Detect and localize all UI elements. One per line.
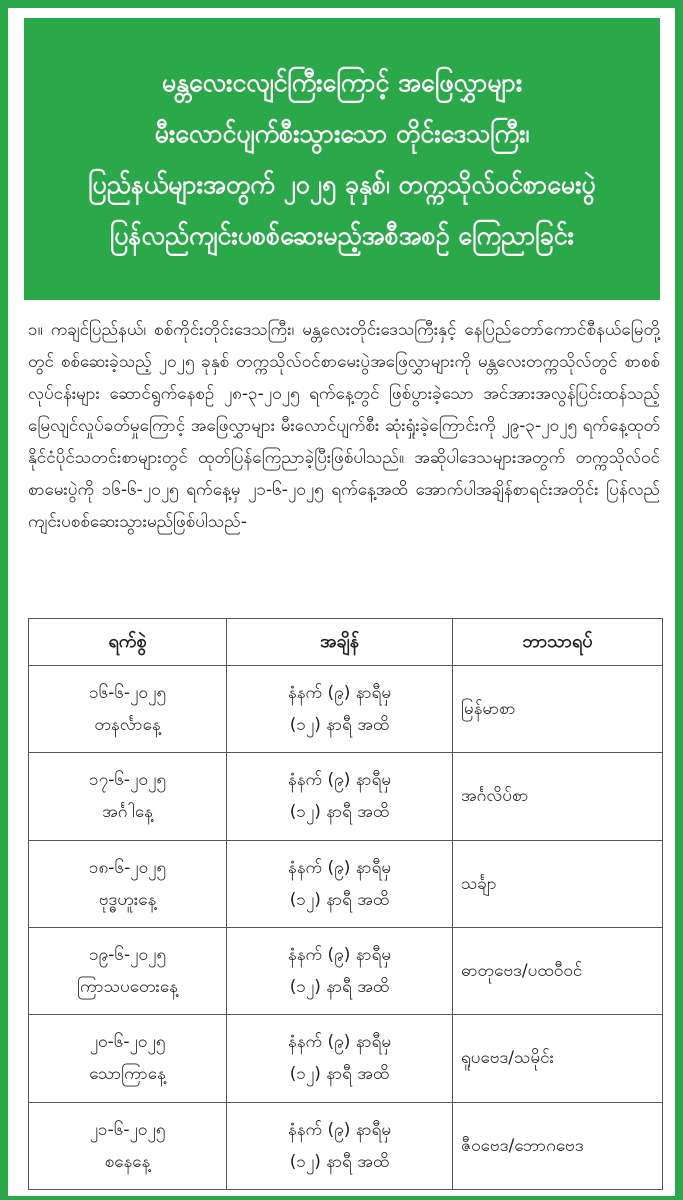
subject-cell: သင်္ချာ [453, 840, 663, 927]
header-line-2: မီးလောင်ပျက်စီးသွားသော တိုင်းဒေသကြီး၊ [154, 119, 530, 148]
time-cell [227, 666, 453, 753]
date-value: ၁၈-၆-၂၀၂၅ [89, 857, 166, 878]
subject-cell: မြန်မာစာ [453, 666, 663, 753]
time-cell [227, 927, 453, 1014]
date-cell [29, 1102, 227, 1189]
subject-cell: ဇီဝဗေဒ/ဘောဂဗေဒ [453, 1102, 663, 1189]
subject-cell: ဓာတုဗေဒ/ပထဝီဝင် [453, 927, 663, 1014]
table-row [29, 753, 663, 840]
table-row [29, 840, 663, 927]
time-start: နံနက် (၉) နာရီမှ [287, 945, 392, 966]
date-cell [29, 1015, 227, 1102]
day-value: စနေနေ့ [104, 1151, 151, 1172]
table-row [29, 1015, 663, 1102]
exam-schedule-table [28, 618, 663, 1190]
time-start: နံနက် (၉) နာရီမှ [287, 1119, 392, 1140]
date-value: ၂၁-၆-၂၀၂၅ [89, 1119, 166, 1140]
date-cell [29, 753, 227, 840]
day-value: အင်္ဂါနေ့ [102, 802, 153, 823]
subject-cell: အင်္ဂလိပ်စာ [453, 753, 663, 840]
table-row [29, 927, 663, 1014]
time-end: (၁၂) နာရီ အထိ [289, 715, 390, 736]
day-value: ဗုဒ္ဓဟူးနေ့ [98, 889, 157, 910]
time-cell [227, 840, 453, 927]
date-value: ၂၀-၆-၂၀၂၅ [89, 1032, 166, 1053]
time-start: နံနက် (၉) နာရီမှ [287, 857, 392, 878]
time-start: နံနက် (၉) နာရီမှ [287, 683, 392, 704]
header-date: ရက်စွဲ [29, 619, 227, 666]
date-value: ၁၉-၆-၂၀၂၅ [89, 945, 166, 966]
date-cell [29, 927, 227, 1014]
time-end: (၁၂) နာရီ အထိ [289, 802, 390, 823]
time-end: (၁၂) နာရီ အထိ [289, 1151, 390, 1172]
header-line-3: ပြည်နယ်များအတွက် ၂၀၂၅ ခုနှစ်၊ တက္ကသိုလ်ဝင်စာမေးပွဲ [88, 170, 596, 199]
time-start: နံနက် (၉) နာရီမှ [287, 1032, 392, 1053]
time-end: (၁၂) နာရီ အထိ [289, 1064, 390, 1085]
date-value: ၁၆-၆-၂၀၂၅ [89, 683, 166, 704]
time-start: နံနက် (၉) နာရီမှ [287, 770, 392, 791]
table-header-row [29, 619, 663, 666]
time-cell [227, 1015, 453, 1102]
time-cell [227, 1102, 453, 1189]
header-line-4: ပြန်လည်ကျင်းပစစ်ဆေးမည့်အစီအစဉ် ကြေညာခြင်း [110, 221, 574, 250]
date-cell [29, 840, 227, 927]
date-value: ၁၇-၆-၂၀၂၅ [89, 770, 166, 791]
date-cell [29, 666, 227, 753]
day-value: သောကြာနေ့ [89, 1064, 166, 1085]
header-time: အချိန် [227, 619, 453, 666]
day-value: ကြာသပတေးနေ့ [77, 977, 178, 998]
header-subject: ဘာသာရပ် [453, 619, 663, 666]
table-row [29, 1102, 663, 1189]
table-row [29, 666, 663, 753]
day-value: တနင်္လာနေ့ [94, 715, 161, 736]
time-end: (၁၂) နာရီ အထိ [289, 889, 390, 910]
announcement-paragraph: ၁။ ကချင်ပြည်နယ်၊ စစ်ကိုင်းတိုင်းဒေသကြီး၊ မန္တလေးတိုင်းဒေသကြီးနှင့် နေပြည်တော်ကောင်စီနယ်မြေတို့တွင် စစ်ဆေးခဲ့သည့် ၂၀၂၅ ခုနှစ် တက္ကသိုလ်ဝင်စာမေးပွဲအဖြေလွှာများကို မန္တလေးတက္ကသိုလ်တွင် စာစစ်လုပ်ငန်းများ ဆောင်ရွက်နေစဉ် ၂၈-၃-၂၀၂၅ ရက်နေ့တွင် ဖြစ်ပွားခဲ့သော အင်အားအလွန်ပြင်းထန်သည့် မြေလျင်လှုပ်ခတ်မှုကြောင့် အဖြေလွှာများ မီးလောင်ပျက်စီး ဆုံးရှုံးခဲ့ကြောင်းကို ၂၉-၃-၂၀၂၅ ရက်နေ့ထုတ် နိုင်ငံပိုင်သတင်းစာများတွင် ထုတ်ပြန်ကြေညာခဲ့ပြီးဖြစ်ပါသည်။ အဆိုပါဒေသများအတွက် တက္ကသိုလ်ဝင်စာမေးပွဲကို ၁၆-၆-၂၀၂၅ ရက်နေ့မှ ၂၁-၆-၂၀၂၅ ရက်နေ့အထိ အောက်ပါအချိန်စာရင်းအတိုင်း ပြန်လည်ကျင်းပစစ်ဆေးသွားမည်ဖြစ်ပါသည်- [28, 320, 660, 532]
time-cell [227, 753, 453, 840]
announcement-header [24, 18, 660, 300]
time-end: (၁၂) နာရီ အထိ [289, 977, 390, 998]
subject-cell: ရူပဗေဒ/သမိုင်း [453, 1015, 663, 1102]
header-line-1: မန္တလေးငလျင်ကြီးကြောင့် အဖြေလွှာများ [161, 68, 523, 97]
